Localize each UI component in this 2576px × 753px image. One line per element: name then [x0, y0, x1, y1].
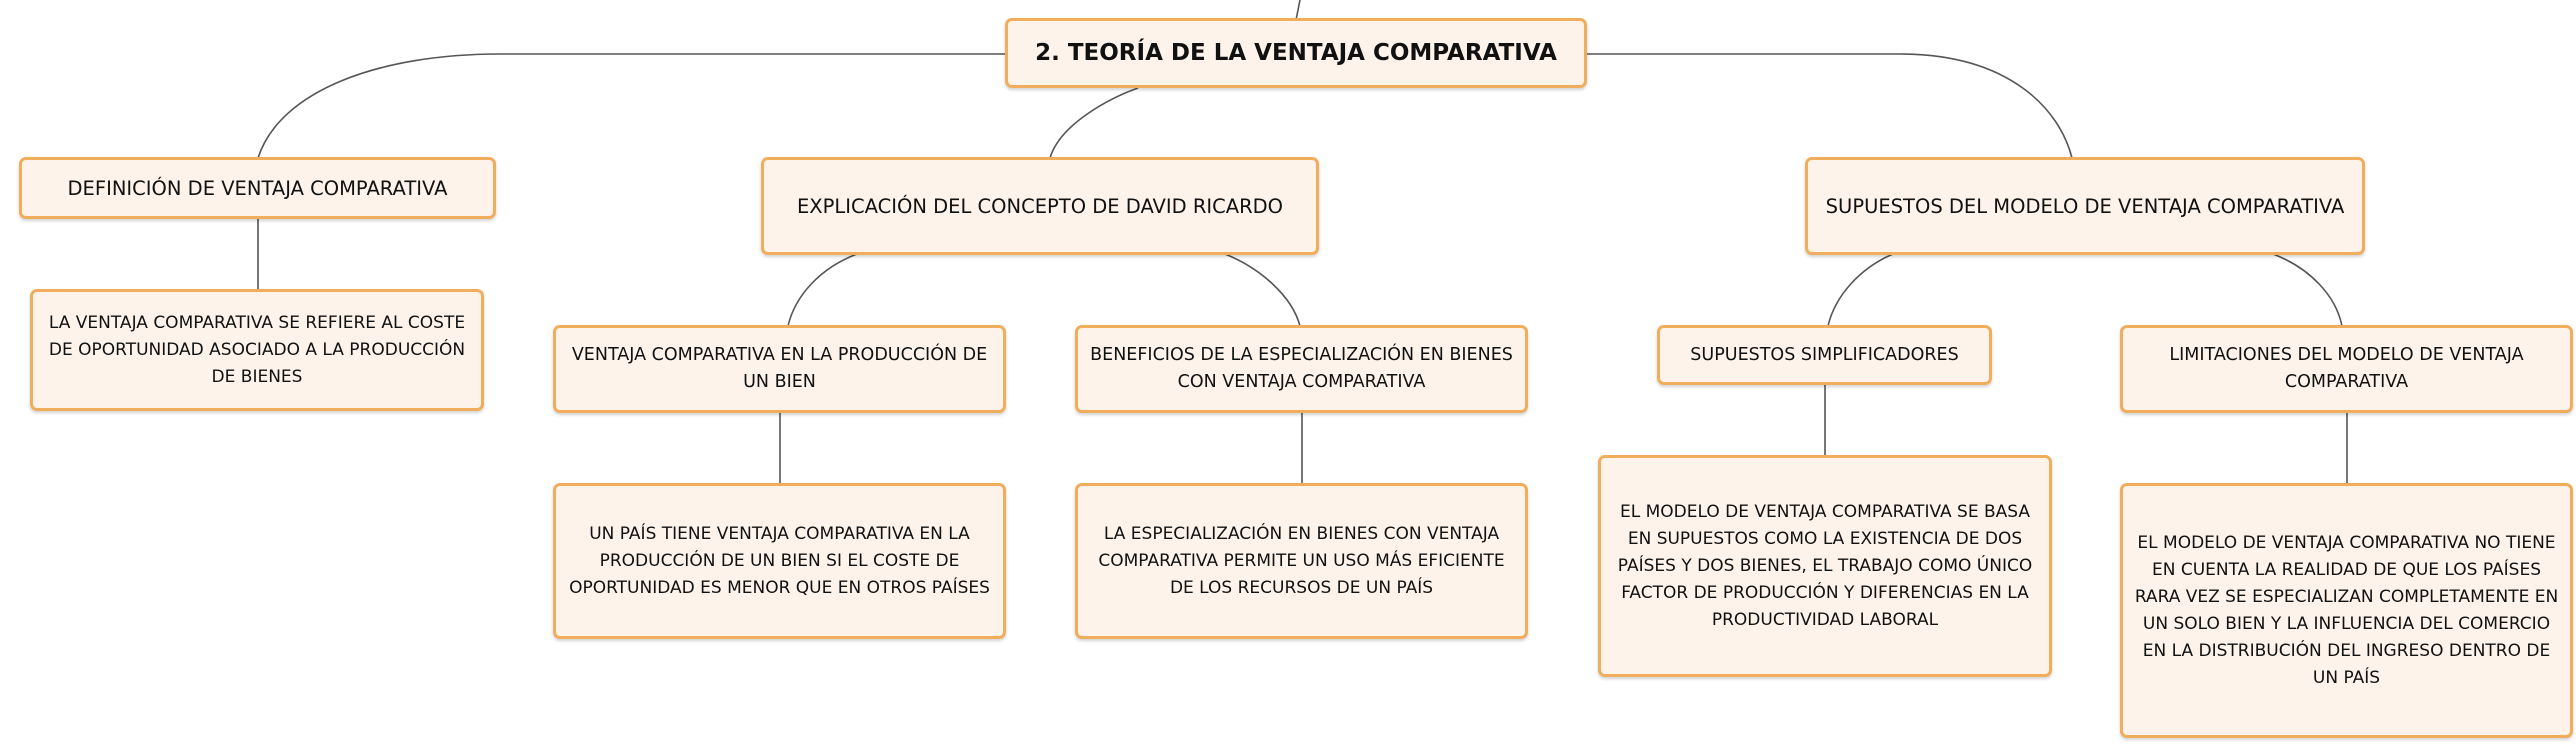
root-topic-label: 2. TEORÍA DE LA VENTAJA COMPARATIVA: [1035, 40, 1557, 66]
connector-explicacion-beneficios: [1225, 254, 1300, 326]
subtopic-limitaciones-modelo[interactable]: [2120, 325, 2573, 413]
topic-supuestos[interactable]: [1805, 157, 2365, 255]
connector-supuestos-simplificadores: [1828, 254, 1893, 326]
detail-ventaja-produccion-text: UN PAÍS TIENE VENTAJA COMPARATIVA EN LA PRODUCCIÓN DE UN BIEN SI EL COSTE DE OPORTUNIDAD ES MENOR QUE EN OTROS PAÍSES: [569, 523, 990, 598]
detail-beneficios-especializacion-text: LA ESPECIALIZACIÓN EN BIENES CON VENTAJA COMPARATIVA PERMITE UN USO MÁS EFICIENTE DE LOS RECURSOS DE UN PAÍS: [1098, 523, 1505, 598]
connector-root-supuestos: [1585, 54, 2072, 158]
topic-explicacion[interactable]: [761, 157, 1319, 255]
subtopic-ventaja-produccion[interactable]: [553, 325, 1006, 413]
connector-explicacion-ventaja: [788, 254, 857, 326]
subtopic-ventaja-produccion-label: VENTAJA COMPARATIVA EN LA PRODUCCIÓN DE UN BIEN: [571, 345, 988, 392]
connector-supuestos-limitaciones: [2273, 254, 2342, 326]
connector-parent-root: [1296, 0, 1300, 20]
topic-explicacion-label: EXPLICACIÓN DEL CONCEPTO DE DAVID RICARDO: [796, 194, 1284, 218]
connector-root-explicacion: [1050, 88, 1138, 158]
connector-root-definicion: [258, 54, 1005, 158]
detail-supuestos-simplificadores-text: EL MODELO DE VENTAJA COMPARATIVA SE BASA EN SUPUESTOS COMO LA EXISTENCIA DE DOS PAÍSES Y DOS BIENES, EL TRABAJO COMO ÚNICO FACTOR DE PRODUCCIÓN Y DIFERENCIAS EN LA PRODUCTIVIDAD LABORAL: [1617, 501, 2033, 630]
subtopic-beneficios-especializacion[interactable]: [1075, 325, 1528, 413]
topic-definicion-label: DEFINICIÓN DE VENTAJA COMPARATIVA: [67, 176, 448, 200]
detail-supuestos-simplificadores[interactable]: [1598, 455, 2052, 677]
detail-definicion-text: LA VENTAJA COMPARATIVA SE REFIERE AL COSTE DE OPORTUNIDAD ASOCIADO A LA PRODUCCIÓN DE BIENES: [48, 312, 466, 387]
subtopic-limitaciones-modelo-label: LIMITACIONES DEL MODELO DE VENTAJA COMPARATIVA: [2169, 345, 2524, 392]
detail-beneficios-especializacion[interactable]: [1075, 483, 1528, 639]
subtopic-beneficios-especializacion-label: BENEFICIOS DE LA ESPECIALIZACIÓN EN BIENES CON VENTAJA COMPARATIVA: [1090, 345, 1513, 392]
detail-limitaciones-modelo-text: EL MODELO DE VENTAJA COMPARATIVA NO TIENE EN CUENTA LA REALIDAD DE QUE LOS PAÍSES RARA VEZ SE ESPECIALIZAN COMPLETAMENTE EN UN SOLO BIEN Y LA INFLUENCIA DEL COMERCIO EN LA DISTRIBUCIÓN DEL INGRESO DENTRO DE UN PAÍS: [2134, 532, 2559, 688]
detail-limitaciones-modelo[interactable]: [2120, 483, 2573, 738]
detail-definicion[interactable]: [30, 289, 484, 411]
root-topic[interactable]: [1005, 18, 1587, 88]
detail-ventaja-produccion[interactable]: [553, 483, 1006, 639]
topic-supuestos-label: SUPUESTOS DEL MODELO DE VENTAJA COMPARATIVA: [1825, 194, 2345, 218]
subtopic-supuestos-simplificadores-label: SUPUESTOS SIMPLIFICADORES: [1690, 344, 1959, 365]
subtopic-supuestos-simplificadores[interactable]: [1657, 325, 1992, 385]
topic-definicion[interactable]: [19, 157, 496, 219]
